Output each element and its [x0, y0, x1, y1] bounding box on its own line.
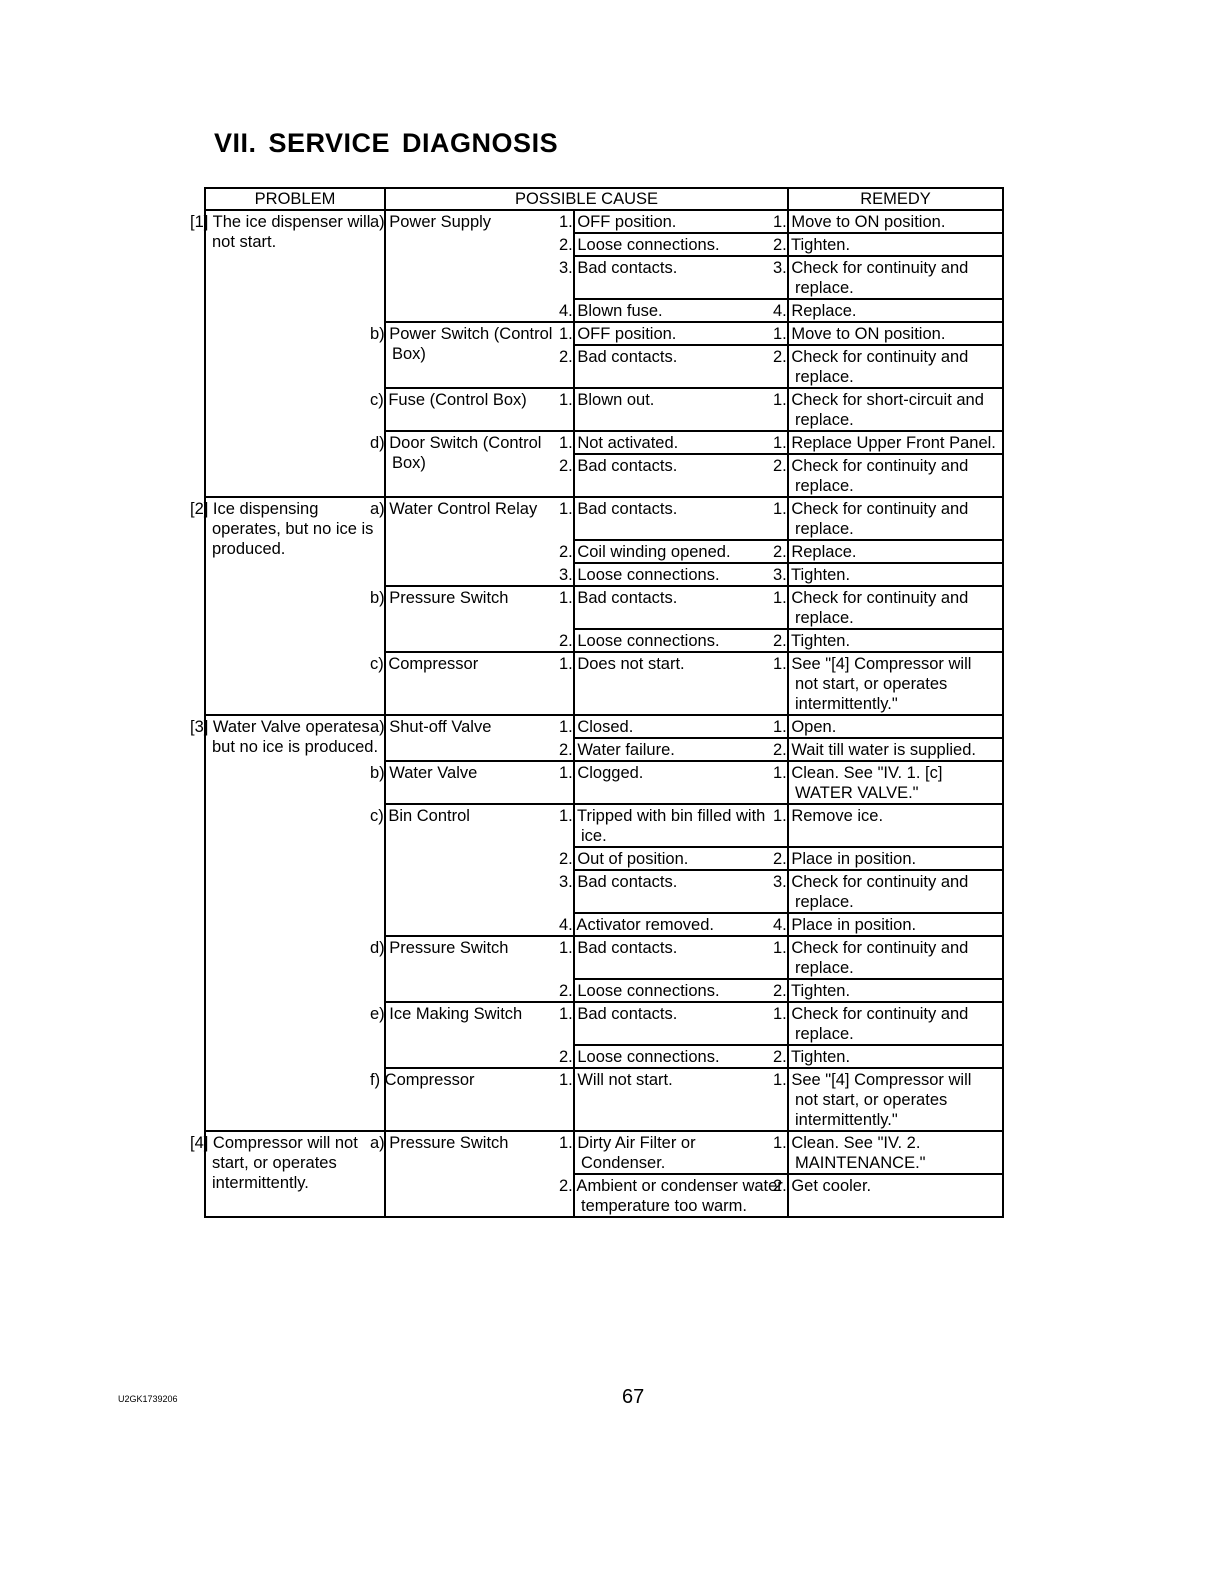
- remedy-cell: 1. Replace Upper Front Panel.: [788, 431, 1003, 454]
- cause-detail-cell: 1. Blown out.: [574, 388, 788, 431]
- remedy-cell: 1. Open.: [788, 715, 1003, 738]
- cause-detail-cell: 4. Blown fuse.: [574, 299, 788, 322]
- remedy-cell: 2. Get cooler.: [788, 1174, 1003, 1217]
- cause-detail-cell: 1. Bad contacts.: [574, 936, 788, 979]
- cause-detail-cell: 1. Clogged.: [574, 761, 788, 804]
- cause-detail-cell: 3. Bad contacts.: [574, 870, 788, 913]
- remedy-cell: 1. Check for short-circuit and replace.: [788, 388, 1003, 431]
- header-remedy: REMEDY: [788, 188, 1003, 210]
- cause-detail-cell: 2. Bad contacts.: [574, 454, 788, 497]
- table-body: [190, 210, 1003, 1217]
- table-row: [205, 1131, 1003, 1174]
- remedy-cell: 1. Check for continuity and replace.: [788, 1002, 1003, 1045]
- cause-category-cell: c) Bin Control: [385, 804, 574, 936]
- cause-category-cell: b) Water Valve: [385, 761, 574, 804]
- cause-detail-cell: 1. Tripped with bin filled with ice.: [574, 804, 788, 847]
- cause-detail-cell: 4. Activator removed.: [574, 913, 788, 936]
- remedy-cell: 1. See "[4] Compressor will not start, or operates intermittently.": [788, 1068, 1003, 1131]
- table-row: [205, 210, 1003, 233]
- cause-category-cell: b) Power Switch (Control Box): [385, 322, 574, 388]
- remedy-cell: 1. Move to ON position.: [788, 210, 1003, 233]
- cause-detail-cell: 1. Dirty Air Filter or Condenser.: [574, 1131, 788, 1174]
- problem-cell: [3] Water Valve operates but no ice is produced.: [205, 715, 385, 1131]
- remedy-cell: 1. Check for continuity and replace.: [788, 936, 1003, 979]
- remedy-cell: 2. Tighten.: [788, 1045, 1003, 1068]
- cause-detail-cell: 1. Not activated.: [574, 431, 788, 454]
- cause-category-cell: c) Compressor: [385, 652, 574, 715]
- remedy-cell: 2. Tighten.: [788, 233, 1003, 256]
- remedy-cell: 3. Tighten.: [788, 563, 1003, 586]
- remedy-cell: 2. Replace.: [788, 540, 1003, 563]
- cause-detail-cell: 2. Loose connections.: [574, 629, 788, 652]
- cause-category-cell: c) Fuse (Control Box): [385, 388, 574, 431]
- table-row: [205, 715, 1003, 738]
- remedy-cell: 4. Place in position.: [788, 913, 1003, 936]
- cause-category-cell: b) Pressure Switch: [385, 586, 574, 652]
- page-title: VII. SERVICE DIAGNOSIS: [214, 128, 559, 158]
- table-row: [205, 497, 1003, 540]
- remedy-cell: 2. Check for continuity and replace.: [788, 454, 1003, 497]
- cause-detail-cell: 1. Will not start.: [574, 1068, 788, 1131]
- cause-detail-cell: 1. Does not start.: [574, 652, 788, 715]
- cause-detail-cell: 2. Loose connections.: [574, 233, 788, 256]
- cause-detail-cell: 1. Bad contacts.: [574, 586, 788, 629]
- cause-detail-cell: 2. Bad contacts.: [574, 345, 788, 388]
- remedy-cell: 2. Tighten.: [788, 629, 1003, 652]
- cause-detail-cell: 2. Loose connections.: [574, 1045, 788, 1068]
- remedy-cell: 1. Check for continuity and replace.: [788, 497, 1003, 540]
- remedy-cell: 2. Place in position.: [788, 847, 1003, 870]
- cause-detail-cell: 3. Bad contacts.: [574, 256, 788, 299]
- remedy-cell: 1. Clean. See "IV. 1. [c] WATER VALVE.": [788, 761, 1003, 804]
- document-code: U2GK1739206: [118, 1394, 178, 1404]
- cause-detail-cell: 2. Out of position.: [574, 847, 788, 870]
- remedy-cell: 4. Replace.: [788, 299, 1003, 322]
- remedy-cell: 1. See "[4] Compressor will not start, or operates intermittently.": [788, 652, 1003, 715]
- remedy-cell: 2. Wait till water is supplied.: [788, 738, 1003, 761]
- problem-cell: [4] Compressor will not start, or operates intermittently.: [205, 1131, 385, 1217]
- problem-cell: [1] The ice dispenser will not start.: [205, 210, 385, 497]
- remedy-cell: 2. Tighten.: [788, 979, 1003, 1002]
- cause-detail-cell: 2. Coil winding opened.: [574, 540, 788, 563]
- cause-detail-cell: 2. Ambient or condenser water temperature too warm.: [574, 1174, 788, 1217]
- cause-detail-cell: 1. OFF position.: [574, 210, 788, 233]
- remedy-cell: 1. Remove ice.: [788, 804, 1003, 847]
- service-diagnosis-table: [190, 187, 1004, 1218]
- cause-detail-cell: 1. Bad contacts.: [574, 497, 788, 540]
- remedy-cell: 3. Check for continuity and replace.: [788, 256, 1003, 299]
- remedy-cell: 1. Move to ON position.: [788, 322, 1003, 345]
- cause-category-cell: e) Ice Making Switch: [385, 1002, 574, 1068]
- cause-category-cell: a) Shut-off Valve: [385, 715, 574, 761]
- cause-detail-cell: 1. Closed.: [574, 715, 788, 738]
- cause-category-cell: d) Pressure Switch: [385, 936, 574, 1002]
- cause-detail-cell: 3. Loose connections.: [574, 563, 788, 586]
- remedy-cell: 3. Check for continuity and replace.: [788, 870, 1003, 913]
- header-possible-cause: POSSIBLE CAUSE: [385, 188, 788, 210]
- remedy-cell: 2. Check for continuity and replace.: [788, 345, 1003, 388]
- cause-category-cell: a) Pressure Switch: [385, 1131, 574, 1217]
- page-number: 67: [622, 1386, 645, 1408]
- cause-category-cell: a) Power Supply: [385, 210, 574, 322]
- cause-detail-cell: 1. OFF position.: [574, 322, 788, 345]
- problem-cell: [2] Ice dispensing operates, but no ice is produced.: [205, 497, 385, 715]
- table-header-row: [205, 188, 1003, 210]
- cause-category-cell: f) Compressor: [385, 1068, 574, 1131]
- cause-detail-cell: 1. Bad contacts.: [574, 1002, 788, 1045]
- cause-detail-cell: 2. Water failure.: [574, 738, 788, 761]
- remedy-cell: 1. Clean. See "IV. 2. MAINTENANCE.": [788, 1131, 1003, 1174]
- cause-category-cell: a) Water Control Relay: [385, 497, 574, 586]
- cause-detail-cell: 2. Loose connections.: [574, 979, 788, 1002]
- remedy-cell: 1. Check for continuity and replace.: [788, 586, 1003, 629]
- cause-category-cell: d) Door Switch (Control Box): [385, 431, 574, 497]
- header-problem: PROBLEM: [205, 188, 385, 210]
